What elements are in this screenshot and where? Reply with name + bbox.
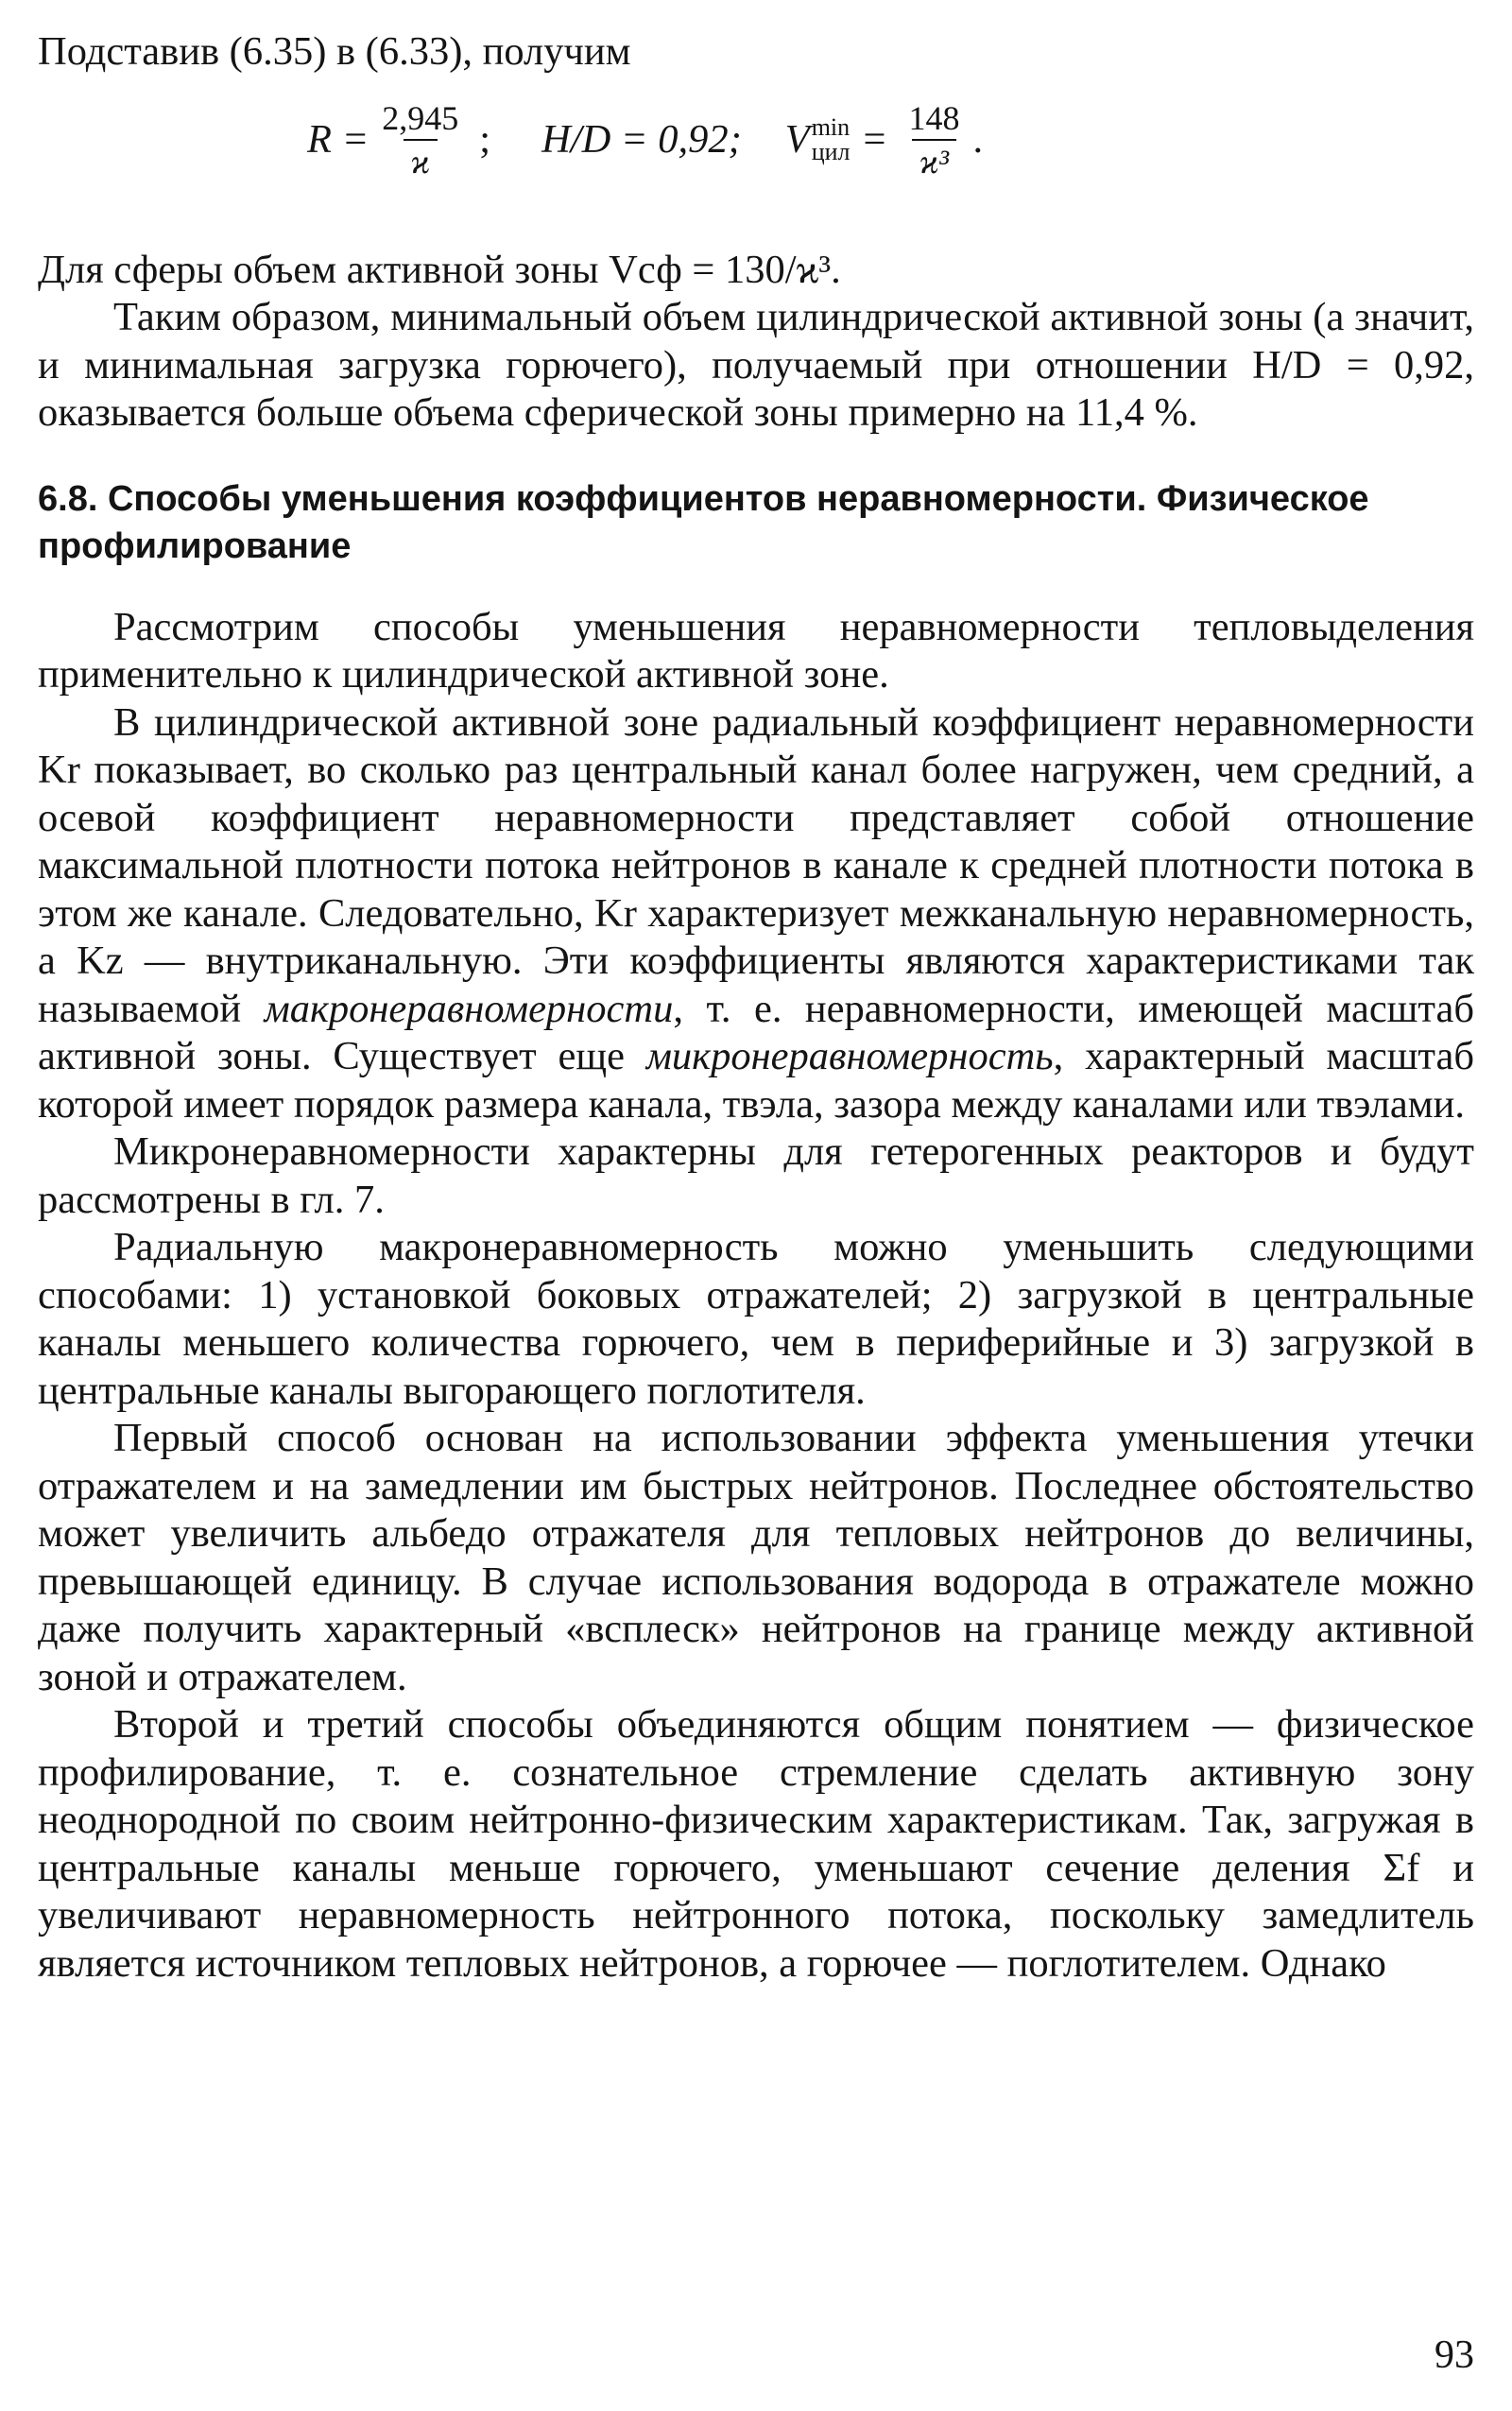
paragraph-profiling: Второй и третий способы объединяются общим понятием — физическое профилирование, т. е. сознательное стремление сделать активную зону неоднородной по своим нейтронно-физическим характеристикам. Так, загружая в центральные каналы меньше горючего, уменьшают сечение деления Σf и увеличивают неравномерность нейтронного потока, поскольку замедлитель является источником тепловых нейтронов, а горючее — поглотителем. Однако — [38, 1702, 1474, 1986]
page-body — [38, 28, 1474, 1988]
page-number: 93 — [1435, 2334, 1474, 2377]
formula-v-sub: цил — [811, 137, 850, 165]
formula-hd: H/D = 0,92; — [541, 117, 742, 162]
formula-r-denominator: ϰ — [404, 139, 438, 182]
formula-v-sup: min — [811, 112, 850, 141]
formula-r-lhs: R = — [307, 117, 369, 162]
formula-v-eq: = — [863, 117, 886, 162]
paragraph-first-method: Первый способ основан на использовании эффекта уменьшения утечки отражателем и на замедлении им быстрых нейтронов. Последнее обстоятельство может увеличить альбедо отражателя для тепловых нейтронов до величины, превышающей единицу. В случае использования водорода в отражателе можно даже получить характерный «всплеск» нейтронов на границе между активной зоной и отражателем. — [38, 1416, 1474, 1699]
formula-v-indices — [811, 112, 850, 165]
term-macro: макронеравномерности — [264, 986, 674, 1031]
term-micro: микронеравномерность — [645, 1034, 1054, 1078]
paragraph-methods: Радиальную макронеравномерность можно уменьшить следующими способами: 1) установкой боковых отражателей; 2) загрузкой в центральные каналы меньшего количества горючего, чем в периферийные и 3) загрузкой в центральные каналы выгорающего поглотителя. — [38, 1225, 1474, 1413]
paragraph-coefficients-part2: , т. е. неравномерности, имеющей масштаб активной зоны. Существует еще — [38, 986, 1474, 1078]
formula-v: V — [784, 117, 810, 162]
paragraph-sphere: Для сферы объем активной зоны Vсф = 130/ϰ³. — [38, 247, 841, 292]
formula-separator: ; — [479, 117, 491, 162]
formula-row — [307, 97, 983, 182]
formula-r-fraction — [374, 97, 466, 182]
formula-v-denominator: ϰ³ — [912, 139, 956, 182]
paragraph-coefficients-part1: В цилиндрической активной зоне радиальный коэффициент неравномерности Kr показывает, во сколько раз центральный канал более нагружен, чем средний, а осевой коэффициент неравномерности представляет собой отношение максимальной плотности потока нейтронов в канале к средней плотности потока в этом же канале. Следовательно, Kr характеризует межканальную неравномерность, а Kz — внутриканальную. Эти коэффициенты являются характеристиками так называемой — [38, 699, 1474, 1031]
formula-block — [38, 90, 1474, 213]
formula-r-numerator: 2,945 — [382, 98, 459, 137]
intro-line: Подставив (6.35) в (6.33), получим — [38, 29, 631, 74]
paragraph-conclusion: Таким образом, минимальный объем цилиндрической активной зоны (а значит, и минимальная загрузка горючего), получаемый при отношении H/D = 0,92, оказывается больше объема сферической зоны примерно на 11,4 %. — [38, 295, 1474, 435]
formula-v-fraction — [901, 97, 967, 182]
paragraph-coefficients-part3: , характерный масштаб которой имеет порядок размера канала, твэла, зазора между каналами или твэлами. — [38, 1034, 1475, 1127]
paragraph-consider: Рассмотрим способы уменьшения неравномерности тепловыделения применительно к цилиндрической активной зоне. — [38, 604, 1474, 697]
formula-v-numerator: 148 — [908, 98, 960, 137]
section-heading: 6.8. Способы уменьшения коэффициентов неравномерности. Физическое профилирование — [38, 478, 1369, 566]
paragraph-coefficients — [38, 699, 1474, 1129]
paragraph-micro: Микронеравномерности характерны для гетерогенных реакторов и будут рассмотрены в гл. 7. — [38, 1129, 1474, 1222]
formula-end: . — [972, 117, 984, 162]
